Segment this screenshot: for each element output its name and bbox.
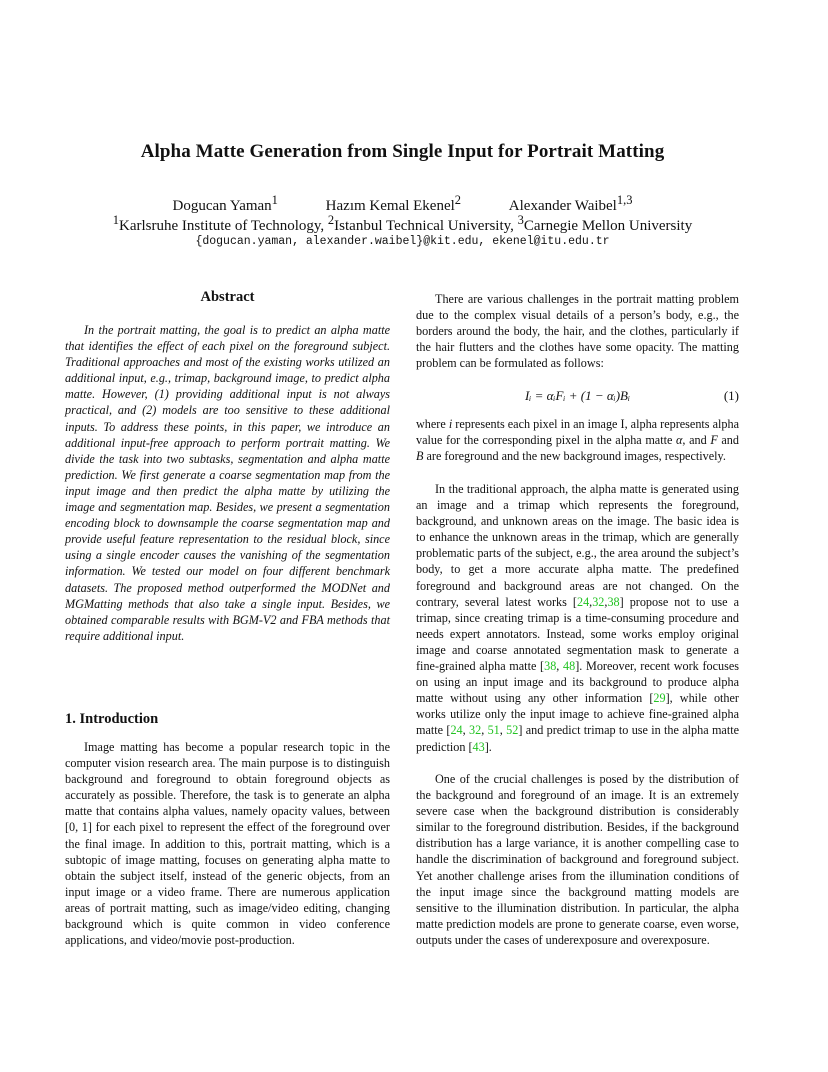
text-run: ], while other works utilize only the input image to achieve fine-grained alpha matte [ <box>416 691 739 738</box>
author-superscript: 1,3 <box>616 193 633 207</box>
affiliation-3: Carnegie Mellon University <box>523 218 693 234</box>
text-run: represents each pixel in an image I, alpha represents alpha value for the corresponding pixel in the alpha matte <box>416 417 739 448</box>
author-superscript: 1 <box>271 193 278 207</box>
text-run: for each pixel to represent the effect of the foreground over the final image. In addition to this, portrait matting, which is a subtopic of image matting, focuses on generating alpha matte to obtain the subject itself, instead of the generic objects, from an input image or a video frame. There are numerous application areas of portrait matting, such as image/video editing, changing background which is quite common in video conference applications, and video/movie post-production. <box>65 820 390 948</box>
math-range: [0, 1] <box>65 820 92 835</box>
author-emails: {dogucan.yaman, alexander.waibel}@kit.edu, ekenel@itu.edu.tr <box>195 235 610 248</box>
math-symbol: i <box>448 417 453 431</box>
text-run: In the traditional approach, the alpha matte is generated using an image and a trimap which represents the foreground, background, and unknown areas on the image. The basic idea is to enhance the unknown areas in the trimap, which are generally problematic parts of the subject, e.g., the area around the subject’s body, to get a more accurate alpha matte. The predefined foreground and background areas are not changed. On the contrary, several latest works [ <box>416 482 739 609</box>
intro-paragraph <box>65 739 390 948</box>
affil-sup: 1 <box>112 213 120 227</box>
equation-number: (1) <box>723 388 739 403</box>
affil-sup: 3 <box>517 213 524 227</box>
affiliations <box>0 213 805 235</box>
equation-body: Iᵢ = αᵢFᵢ + (1 − αᵢ)Bᵢ <box>524 388 631 403</box>
citation-link[interactable]: 43 <box>472 739 485 754</box>
affiliation-2: Istanbul Technical University, <box>334 218 518 234</box>
text-run: ]. <box>484 739 492 754</box>
text-run: ] propose not to use a trimap, since creating trimap is a time-consuming procedure and needs expert annotators. Instead, some works employ original image and coarse annotated segmentation mask to generate a fine-grained alpha matte [ <box>416 594 740 674</box>
equation-1 <box>416 388 739 408</box>
citation-link[interactable]: 51 <box>487 723 500 738</box>
citation-link[interactable]: 29 <box>653 691 666 706</box>
section-heading-introduction: 1. Introduction <box>65 711 159 727</box>
author-name: Hazım Kemal Ekenel <box>325 198 455 214</box>
author-2 <box>326 193 461 215</box>
text-run: where <box>416 417 449 431</box>
math-symbol: F <box>710 433 718 448</box>
right-paragraph-1: There are various challenges in the portrait matting problem due to the complex visual details of a person’s body, e.g., the borders around the body, the hair, and the clothes, particularly if the hair flutters and the clothes have some opacity. The matting problem can be formulated as follows: <box>416 292 739 371</box>
abstract-heading: Abstract <box>200 289 255 305</box>
author-list <box>0 193 805 215</box>
citation-link[interactable]: 32 <box>469 723 482 738</box>
text-run: are foreground and the new background images, respectively. <box>423 449 726 464</box>
citation-link[interactable]: 24 <box>450 723 463 738</box>
text-run: , and <box>682 433 711 448</box>
math-symbol: B <box>416 449 424 464</box>
author-3 <box>509 193 633 215</box>
citation-link[interactable]: 24 <box>576 594 590 609</box>
text-run: and <box>717 433 739 448</box>
author-name: Alexander Waibel <box>508 198 617 214</box>
abstract-text: In the portrait matting, the goal is to predict an alpha matte that identifies the effect of each pixel on the foreground subject. Traditional approaches and most of the existing works utilized an additional input, e.g., trimap, background image, to predict alpha matte. However, (1) providing additional input is not always practical, and (2) models are too sensitive to these additional inputs. To address these points, in this paper, we introduce an additional input-free approach to perform portrait matting. We divide the task into two subtasks, segmentation and alpha matte prediction. We first generate a coarse segmentation map from the input image and then predict the alpha matte by utilizing the image and segmentation map. Besides, we present a segmentation encoding block to downsample the coarse segmentation map and provide useful feature representation to the residual block, since using a single encoder causes the vanishing of the segmentation information. We tested our model on four different benchmark datasets. The proposed method outperformed the MODNet and MGMatting methods that also take a single input. Besides, we obtained comparable results with BGM-V2 and FBA methods that require additional input. <box>65 323 390 643</box>
text-run: ] and predict trimap to use in the alpha matte prediction [ <box>416 723 740 754</box>
affil-sup: 2 <box>327 213 335 227</box>
citation-link[interactable]: 38 <box>544 659 557 674</box>
math-symbol: α <box>676 433 683 448</box>
right-paragraph-2 <box>416 416 739 464</box>
text-run: Image matting has become a popular research topic in the computer vision research area. The main purpose is to distinguish background and foreground to obtain foreground objects as accurately as possible. Therefore, the task is to generate an alpha matte that contains alpha values, namely opacity values, between <box>65 740 390 819</box>
citation-link[interactable]: 52 <box>506 723 519 738</box>
paper-title: Alpha Matte Generation from Single Input for Portrait Matting <box>140 141 665 162</box>
citation-link[interactable]: 48 <box>563 659 576 674</box>
citation-link[interactable]: 38 <box>607 594 620 609</box>
affiliation-1: Karlsruhe Institute of Technology, <box>119 218 328 234</box>
right-paragraph-3: In the traditional approach, the alpha matte is generated using an image and a trimap which represents the foreground, background, and unknown areas on the image. The basic idea is to enhance the unknown areas in the trimap, which are generally problematic parts of the subject, e.g., the area around the subject’s body, to get a more accurate alpha matte. The predefined foreground and background areas are not changed. On the contrary, several latest works [24,32,38] propose not to use a trimap, since creating trimap is a time-consuming procedure and needs expert annotators. Instead, some works employ original image and coarse annotated segmentation mask to generate a fine-grained alpha matte [38, 48]. Moreover, recent work focuses on using an input image and its background to produce alpha matte without using any other information [29], while other works utilize only the input image to achieve fine-grained alpha matte [24, 32, 51, 52] and predict trimap to use in the alpha matte prediction [43]. <box>416 482 740 754</box>
author-name: Dogucan Yaman <box>172 198 272 214</box>
author-1 <box>173 193 278 215</box>
text-run: ]. Moreover, recent work focuses on using an input image and its background to produce alpha matte without using any other information [ <box>416 659 740 706</box>
citation-link[interactable]: 32 <box>592 594 605 609</box>
author-superscript: 2 <box>454 193 462 207</box>
right-paragraph-4: One of the crucial challenges is posed by the distribution of the background and foreground of an image. It is an extremely severe case when the background distribution is considerably similar to the foreground distribution. Besides, if the background distribution has a large variance, it is another compelling case to handle the discrimination of background and foreground subject. Yet another challenge arises from the illumination conditions of the input image since the background matting models are sensitive to the illumination distribution. In particular, the alpha matte prediction models are prone to generate coarse, even worse, outputs under the cases of underexposure and overexposure. <box>416 772 739 947</box>
